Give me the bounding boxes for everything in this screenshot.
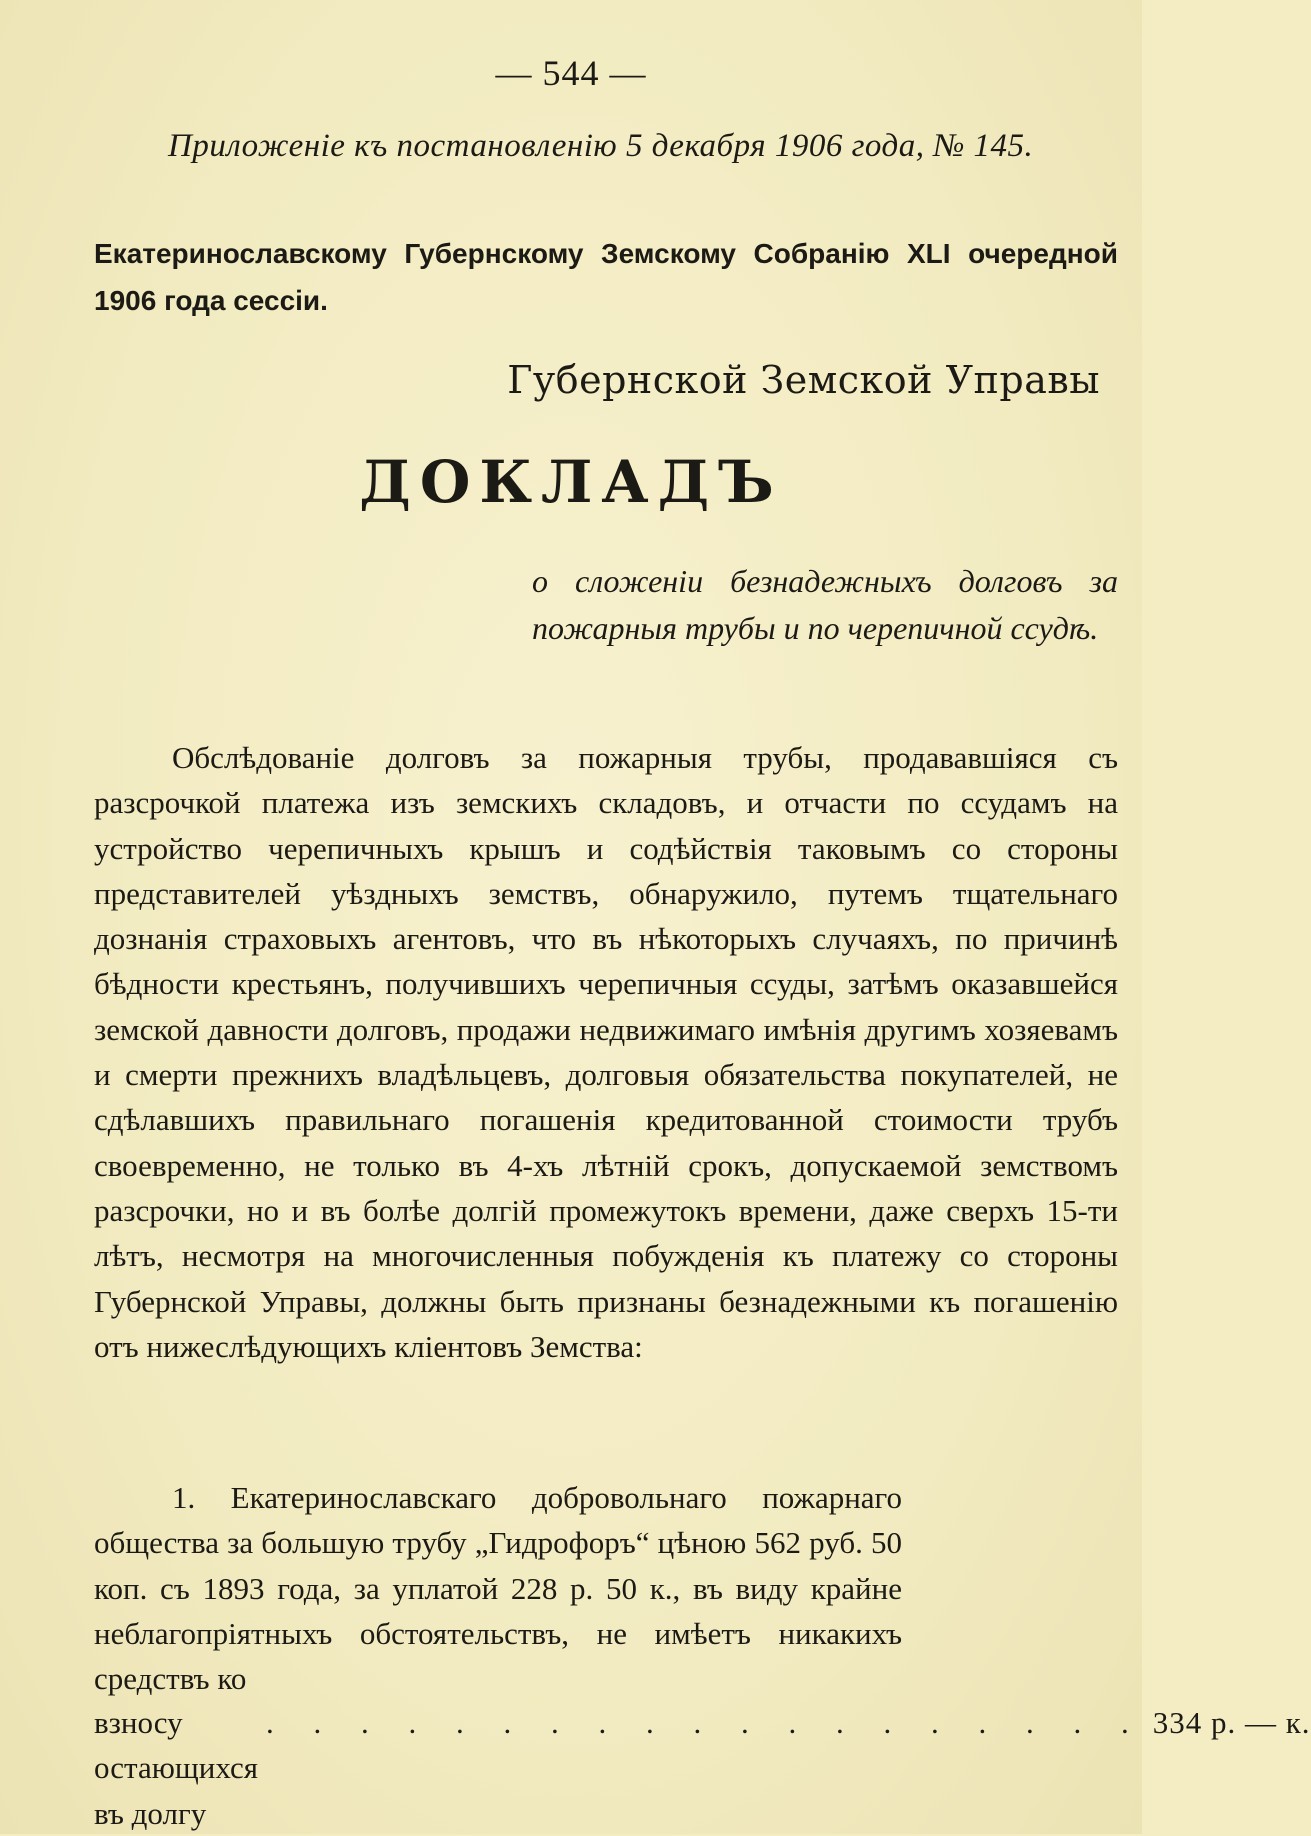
attachment-note: Приложеніе къ постановленію 5 декабря 1906 года, № 145. <box>168 128 1034 164</box>
item-1-amount: 334 р. — к. <box>1152 1705 1311 1740</box>
addressee: Екатеринославскому Губернскому Земскому Собранію XLI очередной 1906 года сессіи. <box>94 238 1118 316</box>
document-type-heading: ДОКЛАДЪ <box>359 448 783 516</box>
dot-leader: . . . . . . . . . . . . . . . . . . . <box>265 1705 1145 1740</box>
item-1-tail: взносу остающихся въ долгу <box>94 1705 258 1831</box>
authority-heading: Губернской Земской Управы <box>507 358 1100 402</box>
report-subject: о сложеніи безнадежныхъ долговъ за пожарныя трубы и по черепичной ссудѣ. <box>532 563 1118 646</box>
item-1-amount-line <box>94 1700 1311 1836</box>
body-paragraph: Обслѣдованіе долговъ за пожарныя трубы, продававшіяся съ разсрочкой платежа изъ земскихъ складовъ, и отчасти по ссудамъ на устройство черепичныхъ крышъ и содѣйствія таковымъ со стороны представителей уѣздныхъ земствъ, обнаружило, путемъ тщательнаго дознанія страховыхъ агентовъ, что въ нѣкоторыхъ случаяхъ, по причинѣ бѣдности крестьянъ, получившихъ черепичныя ссуды, затѣмъ оказавшейся земской давности долговъ, продажи недвижимаго имѣнія другимъ хозяевамъ и смерти прежнихъ владѣльцевъ, долговыя обязательства покупателей, не сдѣлавшихъ правильнаго погашенія кредитованной стоимости трубъ своевременно, не только въ 4-хъ лѣтній срокъ, допускаемой земствомъ разсрочки, но и въ болѣе долгій промежутокъ времени, даже сверхъ 15-ти лѣтъ, несмотря на многочисленныя побужденія къ платежу со стороны Губернской Управы, должны быть признаны безнадежными къ погашенію отъ нижеслѣдующихъ кліентовъ Земства: <box>94 740 1118 1364</box>
list-item-1: 1. Екатеринославскаго добровольнаго пожарнаго общества за большую трубу „Гидрофоръ“ цѣною 562 руб. 50 коп. съ 1893 года, за уплатой 228 р. 50 к., въ виду крайне неблагопріятныхъ обстоятельствъ, не имѣетъ никакихъ средствъ ко <box>94 1480 902 1697</box>
page-number: — 544 — <box>495 53 647 93</box>
